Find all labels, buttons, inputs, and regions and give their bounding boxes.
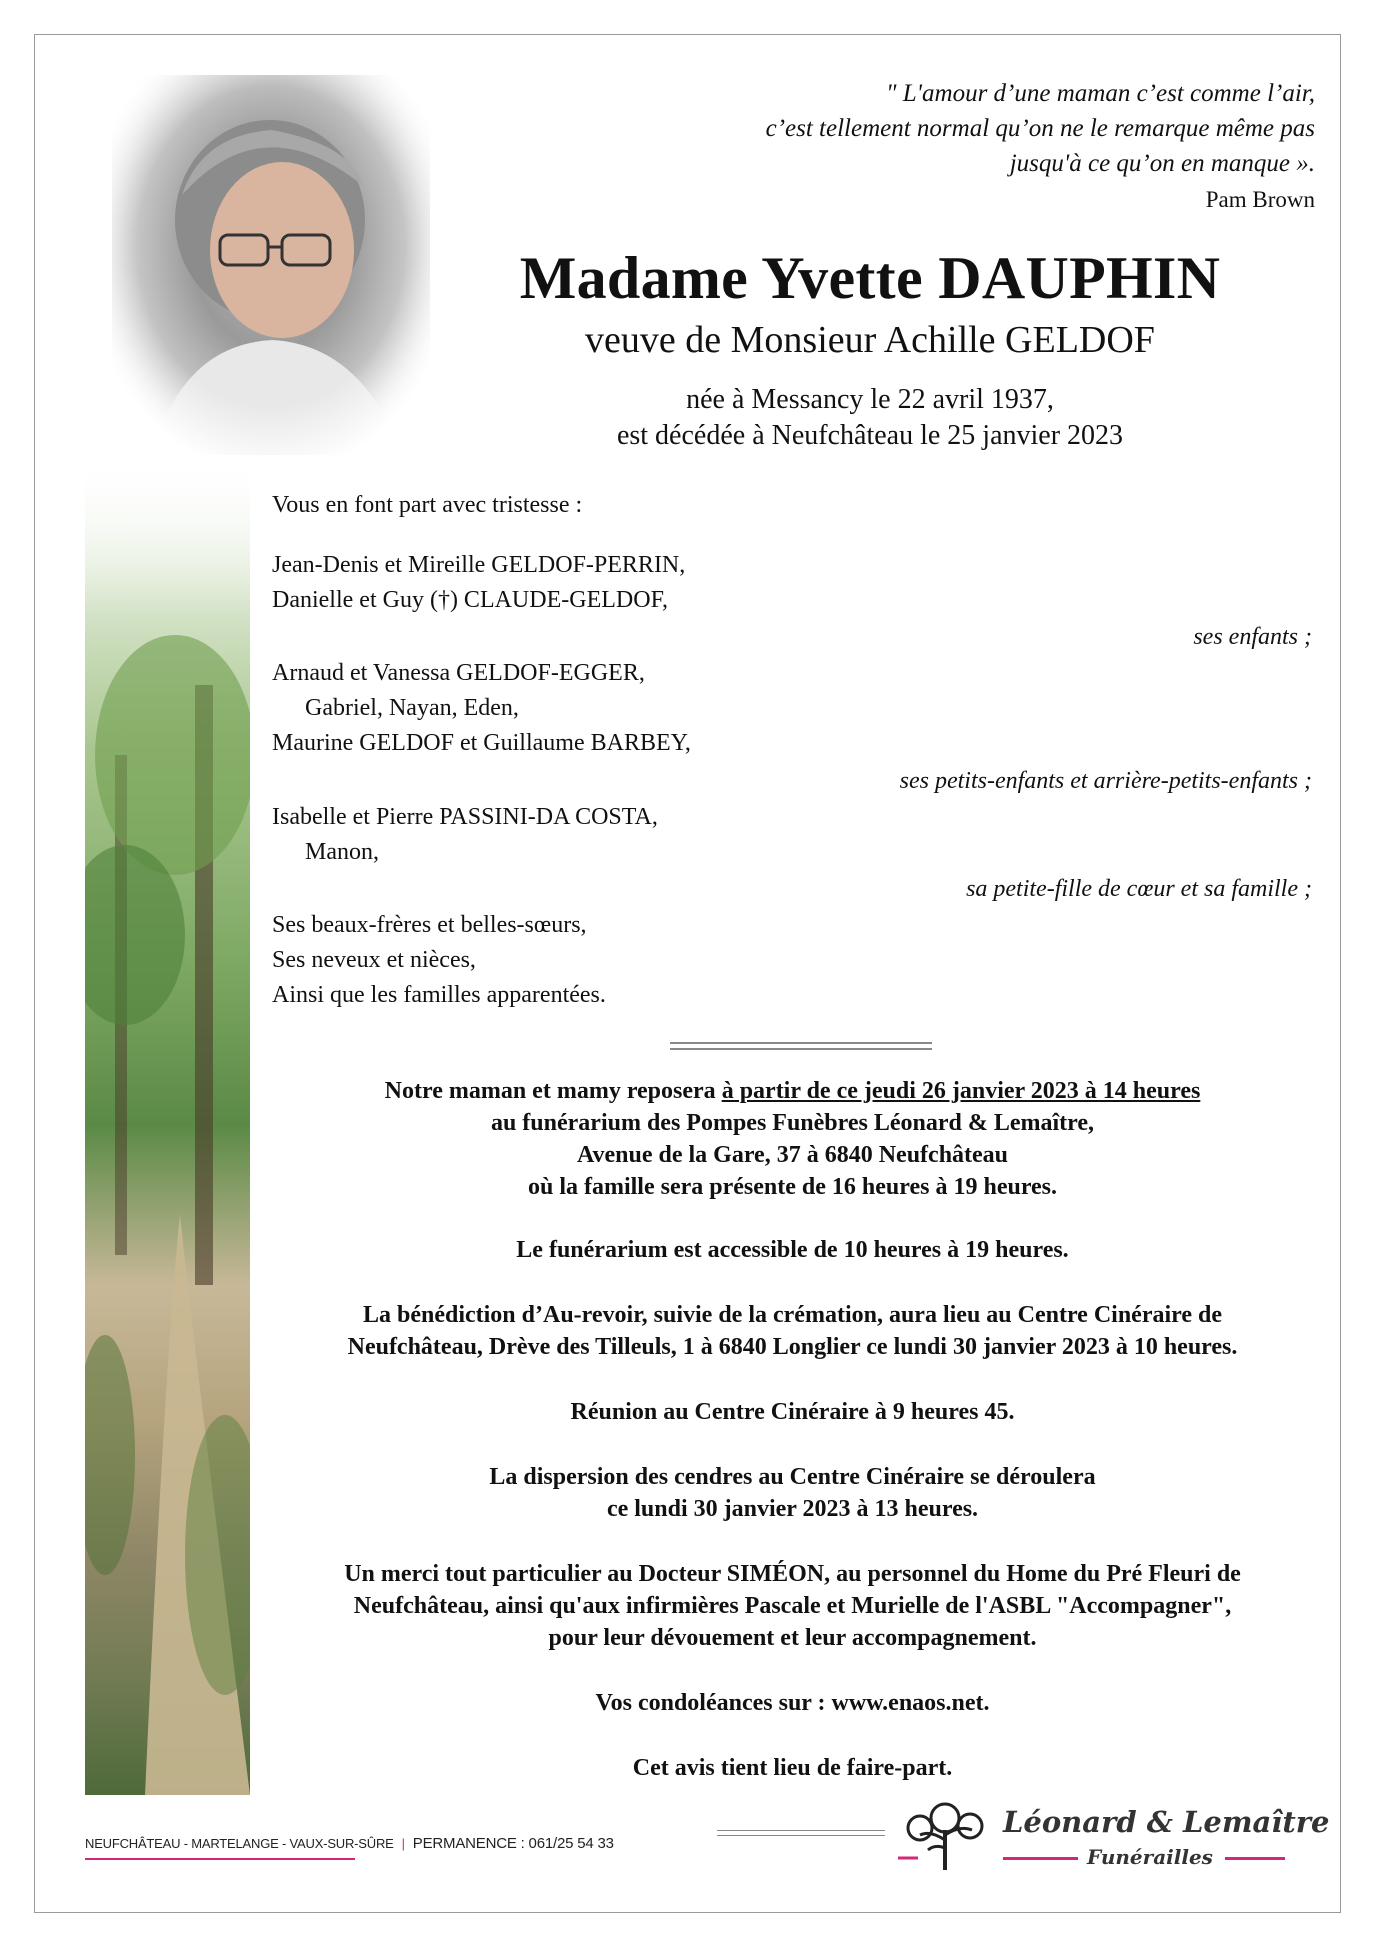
forest-path-image [85, 455, 250, 1795]
footer-contact [85, 1835, 614, 1852]
relation-label: sa petite-fille de cœur et sa famille ; [966, 876, 1312, 902]
logo-accent-left [1003, 1857, 1078, 1860]
meeting-time: Réunion au Centre Cinéraire à 9 heures 45. [570, 1399, 1015, 1425]
family-line: Danielle et Guy (†) CLAUDE-GELDOF, [272, 587, 668, 613]
death-line: est décédée à Neufchâteau le 25 janvier 2023 [616, 420, 1124, 451]
family-line: Maurine GELDOF et Guillaume BARBEY, [272, 730, 691, 756]
footer-locations: NEUFCHÂTEAU - MARTELANGE - VAUX-SUR-SÛRE [85, 1836, 394, 1851]
visitation-info: Notre maman et mamy reposera à partir de ce jeudi 26 janvier 2023 à 14 heures au funérarium des Pompes Funèbres Léonard & Lemaître, Avenue de la Gare, 37 à 6840 Neufchâteau où la famille sera présente de 16 heures à 19 heures. [265, 1075, 1320, 1203]
family-intro: Vous en font part avec tristesse : [272, 492, 583, 518]
quote-line: " L'amour d’une maman c’est comme l’air, [886, 80, 1315, 107]
portrait-photo [112, 75, 430, 455]
footer-accent-line [85, 1858, 355, 1860]
logo-subtitle: Funérailles [1087, 1845, 1213, 1869]
logo-company-name: Léonard & Lemaître [1003, 1805, 1330, 1839]
logo-rule [717, 1830, 885, 1836]
section-divider [670, 1042, 932, 1050]
family-line: Isabelle et Pierre PASSINI-DA COSTA, [272, 804, 658, 830]
epitaph-quote [555, 76, 1315, 181]
visitation-date: à partir de ce jeudi 26 janvier 2023 à 14 heures [721, 1078, 1201, 1104]
ceremony-info: La bénédiction d’Au-revoir, suivie de la crémation, aura lieu au Centre Cinéraire de Neufchâteau, Drève des Tilleuls, 1 à 6840 Longlier ce lundi 30 janvier 2023 à 10 heures. [347, 1302, 1238, 1360]
faire-part-note: Cet avis tient lieu de faire-part. [632, 1755, 953, 1781]
condolences-link[interactable]: Vos condoléances sur : www.enaos.net. [595, 1690, 990, 1716]
quote-line: jusqu'à ce qu’on en manque ». [1009, 150, 1315, 177]
birth-line: née à Messancy le 22 avril 1937, [686, 384, 1054, 415]
thanks-paragraph: Un merci tout particulier au Docteur SIMÉON, au personnel du Home du Pré Fleuri de Neufchâteau, ainsi qu'aux infirmières Pascale et Murielle de l'ASBL "Accompagner", pour leur dévouement et leur accompagnement. [344, 1561, 1241, 1651]
footer-permanence: PERMANENCE : 061/25 54 33 [412, 1835, 614, 1852]
funerarium-hours: Le funérarium est accessible de 10 heures à 19 heures. [516, 1237, 1069, 1263]
tree-logo-icon [890, 1800, 1000, 1877]
family-line: Ses beaux-frères et belles-sœurs, [272, 912, 587, 938]
family-line: Gabriel, Nayan, Eden, [305, 695, 519, 721]
family-line: Jean-Denis et Mireille GELDOF-PERRIN, [272, 552, 686, 578]
logo-accent-right [1225, 1857, 1285, 1860]
widow-of: veuve de Monsieur Achille GELDOF [585, 319, 1155, 361]
footer-separator: | [401, 1836, 405, 1851]
quote-line: c’est tellement normal qu’on ne le remarque même pas [765, 115, 1315, 142]
relation-label: ses petits-enfants et arrière-petits-enfants ; [899, 768, 1312, 794]
family-line: Manon, [305, 839, 379, 865]
family-line: Ainsi que les familles apparentées. [272, 982, 606, 1008]
quote-author: Pam Brown [1205, 187, 1315, 212]
birth-death-dates [430, 382, 1310, 454]
ashes-dispersion: La dispersion des cendres au Centre Cinéraire se déroulera ce lundi 30 janvier 2023 à 13 heures. [489, 1464, 1096, 1522]
family-line: Arnaud et Vanessa GELDOF-EGGER, [272, 660, 645, 686]
visitation-first-line: Notre maman et mamy reposera à partir de ce jeudi 26 janvier 2023 à 14 heures [384, 1078, 1201, 1104]
family-line: Ses neveux et nièces, [272, 947, 476, 973]
deceased-name: Madame Yvette DAUPHIN [519, 245, 1221, 311]
relation-label: ses enfants ; [1193, 624, 1312, 650]
